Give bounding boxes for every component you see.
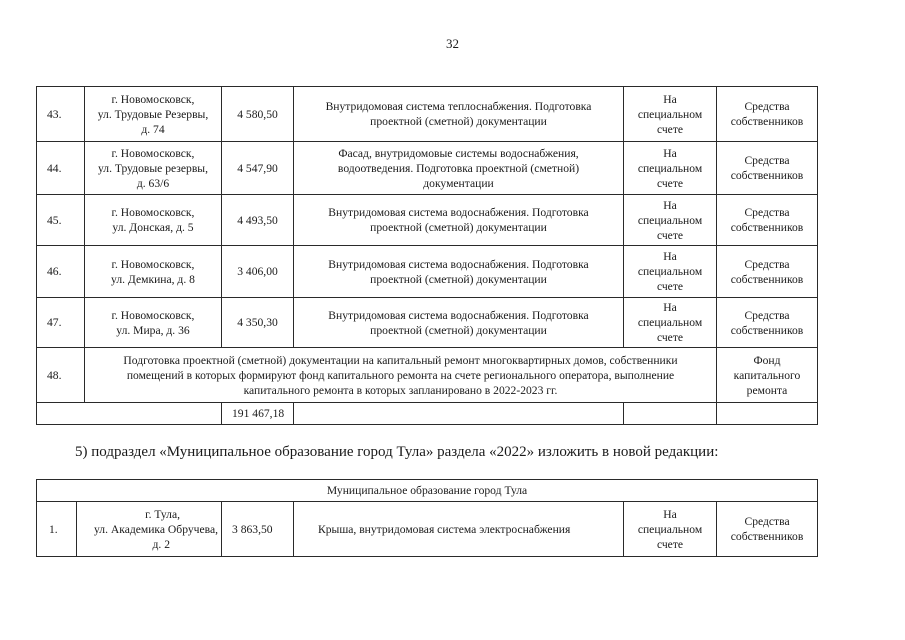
account-cell: На специальном счете [624,298,717,348]
row-number: 47. [37,298,85,348]
amount-cell: 3 863,50 [222,502,294,557]
total-amount: 191 467,18 [222,403,294,425]
work-type-cell: Внутридомовая система водоснабжения. Подготовка проектной (сметной) документации [294,246,624,298]
row-number: 44. [37,142,85,195]
row-number: 48. [37,348,85,403]
table-row [37,502,818,557]
work-type-cell: Внутридомовая система теплоснабжения. Подготовка проектной (сметной) документации [294,87,624,142]
section-header: Муниципальное образование город Тула [37,480,818,502]
funding-source-cell: Фонд капитального ремонта [717,348,818,403]
funding-source-cell: Средства собственников [717,298,818,348]
work-type-cell: Крыша, внутридомовая система электроснабжения [294,502,624,557]
address-cell: г. Новомосковск, ул. Трудовые резервы, д. 63/6 [85,142,222,195]
work-type-cell: Внутридомовая система водоснабжения. Подготовка проектной (сметной) документации [294,195,624,246]
row-number: 1. [37,502,77,557]
table-row [37,142,818,195]
amount-cell: 4 493,50 [222,195,294,246]
section-header-row [37,480,818,502]
table-row [37,87,818,142]
empty-cell [624,403,717,425]
funding-source-cell: Средства собственников [717,142,818,195]
row-number: 43. [37,87,85,142]
regional-fund-description: Подготовка проектной (сметной) документации на капитальный ремонт многоквартирных домов, собственники помещений в которых формируют фонд капитального ремонта на счете регионального оператора, выполнение капитального ремонта в которых запланировано в 2022-2023 гг. [85,348,717,403]
amount-cell: 4 547,90 [222,142,294,195]
row-number: 45. [37,195,85,246]
address-cell: г. Новомосковск, ул. Демкина, д. 8 [85,246,222,298]
amount-cell: 3 406,00 [222,246,294,298]
table-row [37,348,818,403]
funding-source-cell: Средства собственников [717,195,818,246]
row-number: 46. [37,246,85,298]
empty-cell [717,403,818,425]
funding-source-cell: Средства собственников [717,246,818,298]
amount-cell: 4 350,30 [222,298,294,348]
table-row [37,246,818,298]
account-cell: На специальном счете [624,246,717,298]
address-cell: г. Новомосковск, ул. Мира, д. 36 [85,298,222,348]
account-cell: На специальном счете [624,195,717,246]
address-cell: г. Новомосковск, ул. Донская, д. 5 [85,195,222,246]
account-cell: На специальном счете [624,502,717,557]
amendment-paragraph: 5) подраздел «Муниципальное образование город Тула» раздела «2022» изложить в новой редакции: [75,444,719,460]
empty-cell [37,403,222,425]
total-row [37,403,818,425]
address-cell: г. Новомосковск, ул. Трудовые Резервы, д. 74 [85,87,222,142]
capital-repair-table [36,86,818,425]
table-row [37,195,818,246]
work-type-cell: Внутридомовая система водоснабжения. Подготовка проектной (сметной) документации [294,298,624,348]
page-number: 32 [446,36,459,51]
table-row [37,298,818,348]
funding-source-cell: Средства собственников [717,87,818,142]
funding-source-cell: Средства собственников [717,502,818,557]
work-type-cell: Фасад, внутридомовые системы водоснабжения, водоотведения. Подготовка проектной (сметной) документации [294,142,624,195]
amount-cell: 4 580,50 [222,87,294,142]
empty-cell [294,403,624,425]
account-cell: На специальном счете [624,87,717,142]
account-cell: На специальном счете [624,142,717,195]
tula-repair-table [36,479,818,557]
address-cell: г. Тула, ул. Академика Обручева, д. 2 [77,502,222,557]
